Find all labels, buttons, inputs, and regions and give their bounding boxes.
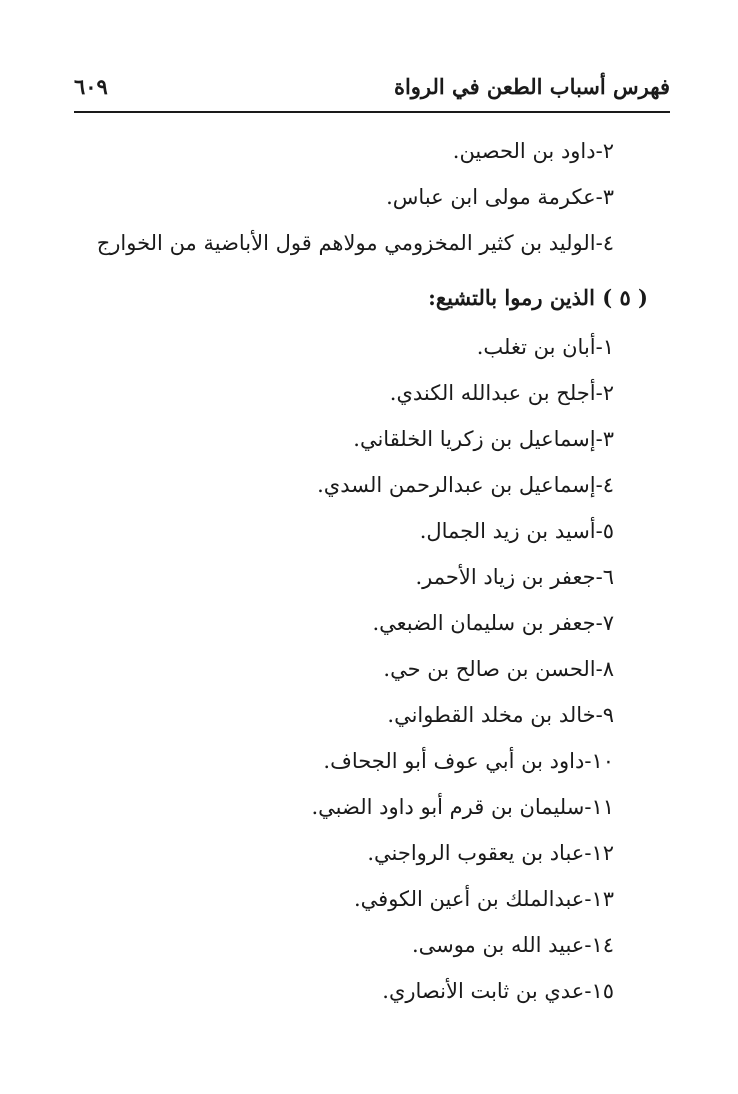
list-item: ١٤-عبيد الله بن موسى.: [411, 933, 614, 957]
list-item: ٨-الحسن بن صالح بن حي.: [383, 657, 614, 681]
list-item: ٤-الوليد بن كثير المخزومي مولاهم قول الأباضية من الخوارج: [96, 231, 614, 255]
list-item: ١-أبان بن تغلب.: [476, 335, 614, 359]
list-item: ٣-عكرمة مولى ابن عباس.: [386, 185, 614, 209]
header-rule: [74, 111, 670, 113]
list-item: ١٣-عبدالملك بن أعين الكوفي.: [353, 887, 614, 911]
list-item: ٢-داود بن الحصين.: [452, 139, 614, 163]
list-item: ١٠-داود بن أبي عوف أبو الجحاف.: [323, 749, 614, 773]
list-item: ١٢-عباد بن يعقوب الرواجني.: [367, 841, 614, 865]
list-item: ٥-أسيد بن زيد الجمال.: [419, 519, 614, 543]
running-header: [74, 70, 670, 104]
list-item: ٩-خالد بن مخلد القطواني.: [387, 703, 614, 727]
list-item: ٦-جعفر بن زياد الأحمر.: [415, 565, 614, 589]
list-item: ٣-إسماعيل بن زكريا الخلقاني.: [353, 427, 614, 451]
list-item: ٤-إسماعيل بن عبدالرحمن السدي.: [317, 473, 614, 497]
list-item: ٧-جعفر بن سليمان الضبعي.: [372, 611, 614, 635]
page-number: ٦٠٩: [74, 74, 108, 99]
list-item: ١١-سليمان بن قرم أبو داود الضبي.: [311, 795, 614, 819]
list-item: ٢-أجلح بن عبدالله الكندي.: [389, 381, 614, 405]
index-list: [54, 128, 648, 1014]
running-title: فهرس أسباب الطعن في الرواة: [393, 74, 670, 99]
list-item: ١٥-عدي بن ثابت الأنصاري.: [382, 979, 614, 1003]
section-heading: ( ٥ ) الذين رموا بالتشيع:: [428, 285, 648, 310]
